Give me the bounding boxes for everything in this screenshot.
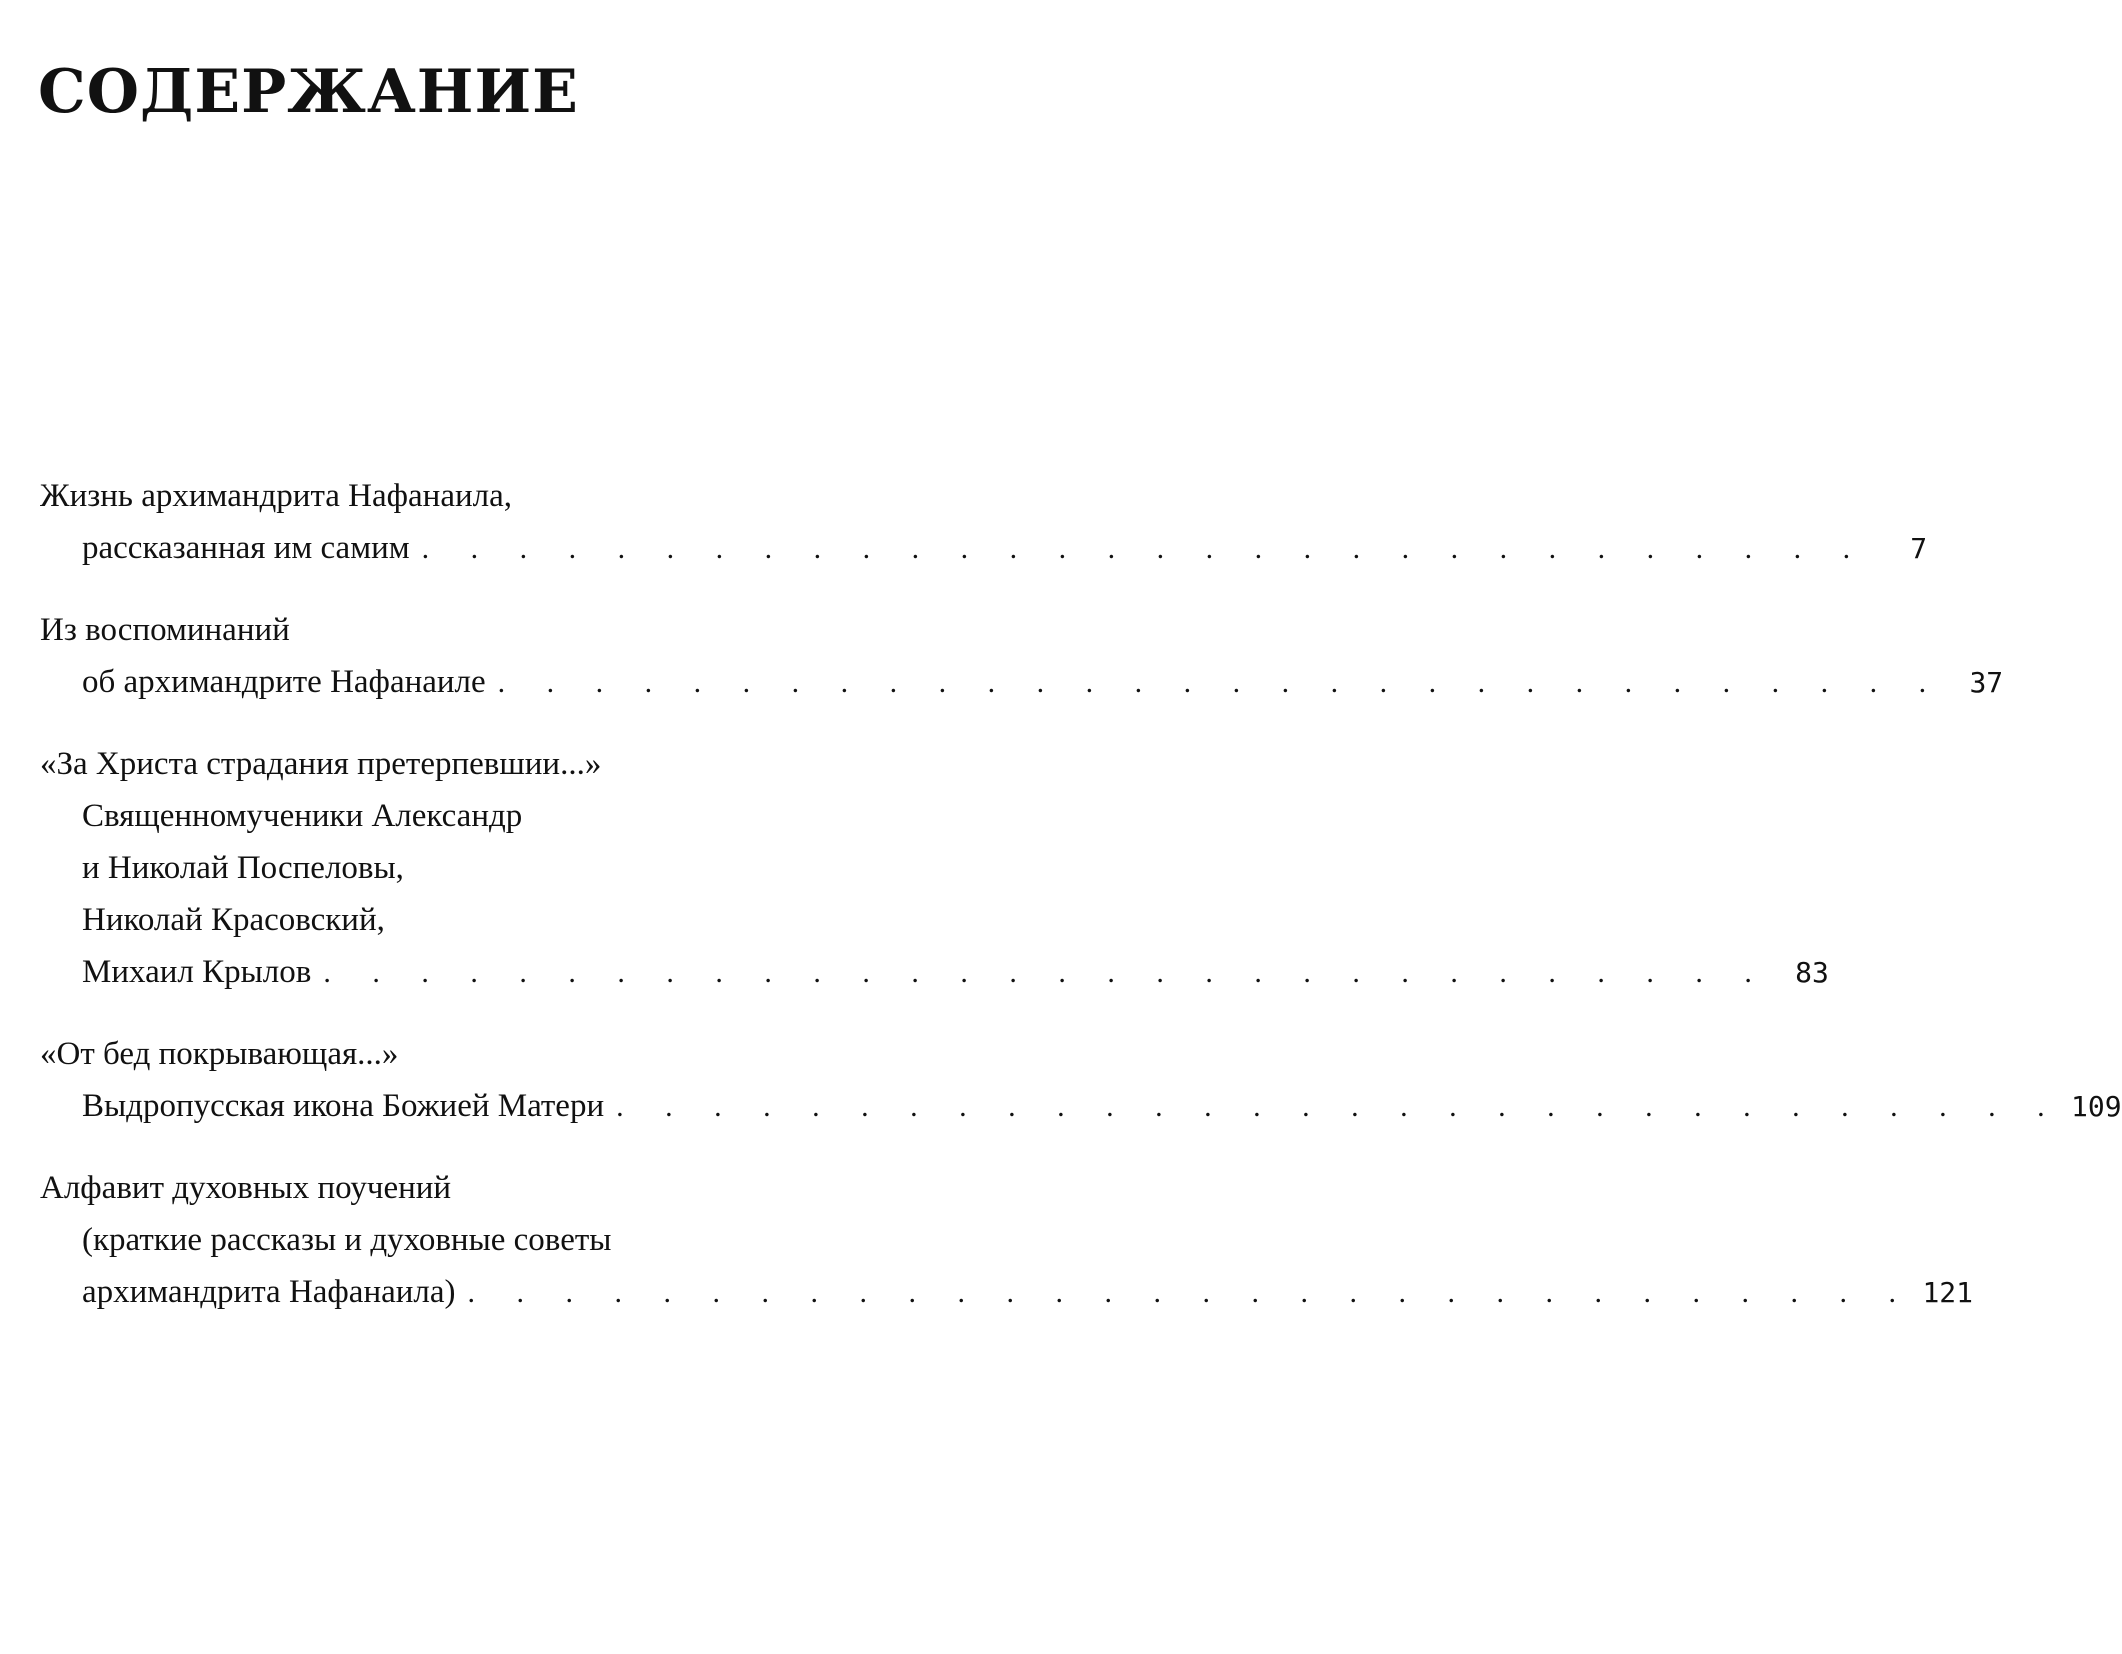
dot-leader: . . . . . . . . . . . . . . . . . . . . . . . . . . . . . . xyxy=(467,1276,1914,1309)
dot-leader: . . . . . . . . . . . . . . . . . . . . . . . . . . . . . . xyxy=(616,1090,2062,1123)
toc-entry-subtitle: рассказанная им самим xyxy=(82,530,410,566)
toc-entry-subtitle: Николай Красовский, xyxy=(82,902,385,938)
toc-entry-last-line xyxy=(40,946,1829,998)
toc-entry-subtitle: Священномученики Александр xyxy=(82,798,523,834)
toc-entry-last-line xyxy=(40,1266,1974,1318)
dot-leader: . . . . . . . . . . . . . . . . . . . . . . . . . . . . . . xyxy=(497,666,1944,699)
page-number: 109 xyxy=(2071,1090,2122,1123)
page-number: 121 xyxy=(1922,1276,1974,1309)
toc-entry xyxy=(40,1028,2122,1132)
table-of-contents xyxy=(40,470,2122,1348)
page-title: СОДЕРЖАНИЕ xyxy=(38,57,579,127)
toc-entry xyxy=(40,1162,1974,1318)
page-number: 7 xyxy=(1910,532,1928,565)
toc-entry-title: «За Христа страдания претерпевшии...» xyxy=(40,746,602,782)
toc-entry-subtitle: (краткие рассказы и духовные советы xyxy=(82,1222,612,1258)
page-number: 37 xyxy=(1969,666,2004,699)
toc-entry-title: «От бед покрывающая...» xyxy=(40,1036,399,1072)
dot-leader: . . . . . . . . . . . . . . . . . . . . . . . . . . . . . . xyxy=(421,532,1868,565)
toc-entry-last-line xyxy=(40,522,1928,574)
toc-entry-subtitle: Выдропусская икона Божией Матери xyxy=(82,1088,605,1124)
toc-entry-title: Алфавит духовных поучений xyxy=(40,1170,452,1206)
toc-entry-subtitle: об архимандрите Нафанаиле xyxy=(82,664,486,700)
toc-entry xyxy=(40,604,2004,708)
toc-entry-subtitle: и Николай Поспеловы, xyxy=(82,850,404,886)
toc-entry-subtitle: Михаил Крылов xyxy=(82,954,312,990)
toc-entry-last-line xyxy=(40,656,2004,708)
toc-entry xyxy=(40,470,1928,574)
toc-entry-title: Из воспоминаний xyxy=(40,612,290,648)
toc-entry-last-line xyxy=(40,1080,2122,1132)
toc-entry-subtitle: архимандрита Нафанаила) xyxy=(82,1274,456,1310)
toc-entry-title: Жизнь архимандрита Нафанаила, xyxy=(40,478,513,514)
page-number: 83 xyxy=(1795,956,1829,989)
dot-leader: . . . . . . . . . . . . . . . . . . . . . . . . . . . . . . xyxy=(323,956,1769,989)
toc-entry xyxy=(40,738,1829,998)
